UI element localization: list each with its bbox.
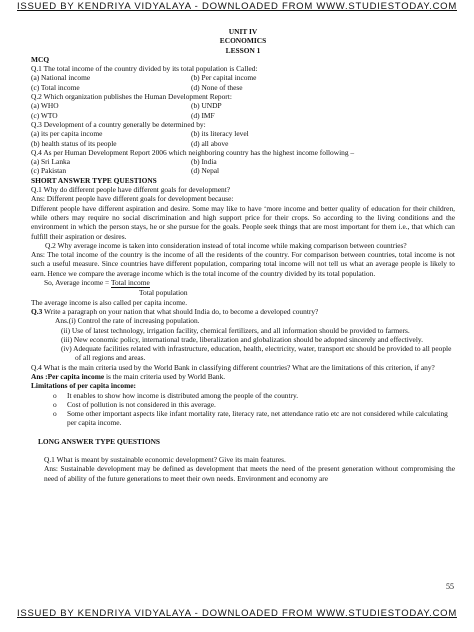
lesson-heading: LESSON 1 xyxy=(225,45,261,55)
short-a4 xyxy=(31,372,455,381)
spacer xyxy=(31,446,455,455)
page-number: 55 xyxy=(446,582,454,591)
limitations-list xyxy=(31,391,455,428)
bottom-banner: ISSUED BY KENDRIYA VIDYALAYA - DOWNLOADED FROM WWW.STUDIESTODAY.COM xyxy=(17,608,457,619)
long-answer-title: LONG ANSWER TYPE QUESTIONS xyxy=(38,436,161,446)
short-a3-item: (iii) New economic policy, international trade, liberalization and globalization should be adopted sincerely and effectively. xyxy=(61,334,423,344)
option: (a) WHO xyxy=(31,101,59,111)
long-q1: Q.1 What is meant by sustainable economic development? Give its main features. xyxy=(44,455,286,465)
short-a3-item: (iv) Adequate facilities related with infrastructure, education, health, electricity, water, transport etc should be provided to all people of all regions and areas. xyxy=(61,344,452,363)
list-item-text: It enables to show how income is distributed among the people of the country. xyxy=(67,390,299,400)
mcq-q4-options xyxy=(31,157,455,166)
short-a1-body: Different people have different aspiration and desire. Some may like to have ‘more income and better quality of education for their children, while others may require no social discrimination and high support price for their crops. So according to the living conditions and the environment in which the person stays, he or she pursue for the goals. People seek things that are most important for them i.e., that which can fulfill their aspiration or desires. xyxy=(31,203,455,241)
subject-heading: ECONOMICS xyxy=(219,36,267,46)
option: (a) Sri Lanka xyxy=(31,157,70,167)
option: (b) health status of its people xyxy=(31,138,117,148)
short-a4-text: is the main criteria used by World Bank. xyxy=(104,371,226,381)
option: (a) its per capita income xyxy=(31,129,103,139)
option: (b) its literacy level xyxy=(191,129,249,139)
option: (d) all above xyxy=(191,138,229,148)
short-a1-head: Ans: Different people have different goals for development because: xyxy=(31,194,234,204)
short-q3 xyxy=(31,307,455,316)
list-item xyxy=(53,390,455,400)
formula-left: So, Average income = xyxy=(44,278,112,288)
mcq-q1-options xyxy=(31,83,455,92)
bullet-icon: o xyxy=(53,399,57,409)
top-banner: ISSUED BY KENDRIYA VIDYALAYA - DOWNLOADED FROM WWW.STUDIESTODAY.COM xyxy=(17,1,457,12)
list-item xyxy=(53,409,455,428)
spacer xyxy=(31,428,455,437)
mcq-q2: Q.2 Which organization publishes the Human Development Report: xyxy=(31,92,232,102)
option: (b) India xyxy=(191,157,217,167)
option: (a) National income xyxy=(31,73,91,83)
short-answer-title: SHORT ANSWER TYPE QUESTIONS xyxy=(31,175,157,185)
mcq-q3: Q.3 Development of a country generally be determined by: xyxy=(31,119,206,129)
option: (d) Nepal xyxy=(191,166,220,176)
mcq-q1-options xyxy=(31,73,455,82)
list-item xyxy=(53,399,455,409)
option: (d) None of these xyxy=(191,82,243,92)
short-a4-label: Ans :Per capita income xyxy=(31,371,105,381)
short-a3-item: Ans.(i) Control the rate of increasing population. xyxy=(55,316,200,326)
short-q2: Q.2 Why average income is taken into consideration instead of total income while making comparison between countries? xyxy=(45,240,407,250)
option: (b) UNDP xyxy=(191,101,222,111)
bullet-icon: o xyxy=(53,390,57,400)
formula xyxy=(31,278,455,288)
mcq-q4-options xyxy=(31,166,455,175)
bullet-icon: o xyxy=(53,409,57,419)
mcq-q1: Q.1 The total income of the country divided by its total population is Called: xyxy=(31,64,258,74)
limitations-title: Limitations of per capita income: xyxy=(31,381,136,391)
list-item-text: Some other important aspects like infant mortality rate, literacy rate, net attendance ratio etc are not considered while calculating per capita income. xyxy=(67,409,448,428)
short-q3-label: Q.3 xyxy=(31,306,43,316)
option: (c) Total income xyxy=(31,82,80,92)
formula-note: The average income is also called per capita income. xyxy=(31,297,188,307)
list-item-text: Cost of pollution is not considered in this average. xyxy=(67,399,216,409)
mcq-q3-options xyxy=(31,129,455,138)
short-a3-item: (ii) Use of latest technology, irrigation facility, chemical fertilizers, and all information should be provided to farmers. xyxy=(61,325,410,335)
mcq-q3-options xyxy=(31,139,455,148)
short-q4: Q.4 What is the main criteria used by the World Bank in classifying different countries? What are the limitations of this criterion, if any? xyxy=(31,362,435,372)
option: (d) IMF xyxy=(191,110,215,120)
option: (b) Per capital income xyxy=(191,73,257,83)
mcq-q2-options xyxy=(31,101,455,110)
short-q1: Q.1 Why do different people have different goals for development? xyxy=(31,185,231,195)
unit-heading: UNIT IV xyxy=(228,27,258,36)
mcq-title: MCQ xyxy=(31,54,50,64)
formula-denominator: Total population xyxy=(139,288,188,298)
option: (c) WTO xyxy=(31,110,58,120)
long-a1: Ans: Sustainable development may be defined as development that meets the need of the present generation without compromising the need of ability of the future generations to meet their own needs. Environment and economy are xyxy=(44,464,455,483)
document-body xyxy=(31,27,455,483)
mcq-q2-options xyxy=(31,111,455,120)
mcq-q4: Q.4 As per Human Development Report 2006 which neighboring country has the highest income following – xyxy=(31,147,355,157)
short-q3-text: Write a paragraph on your nation that what should India do, to become a developed country? xyxy=(42,306,319,316)
formula-numerator: Total income xyxy=(111,278,150,288)
option: (c) Pakistan xyxy=(31,166,67,176)
short-a2: Ans: The total income of the country is the income of all the residents of the country. For comparison between countries, total income is not such a useful measure. Since countries have different population, comparing total income will not tell us what an average people is likely to earn. Hence we compare the average income which is the total income of the country divided by its total population. xyxy=(31,250,455,278)
